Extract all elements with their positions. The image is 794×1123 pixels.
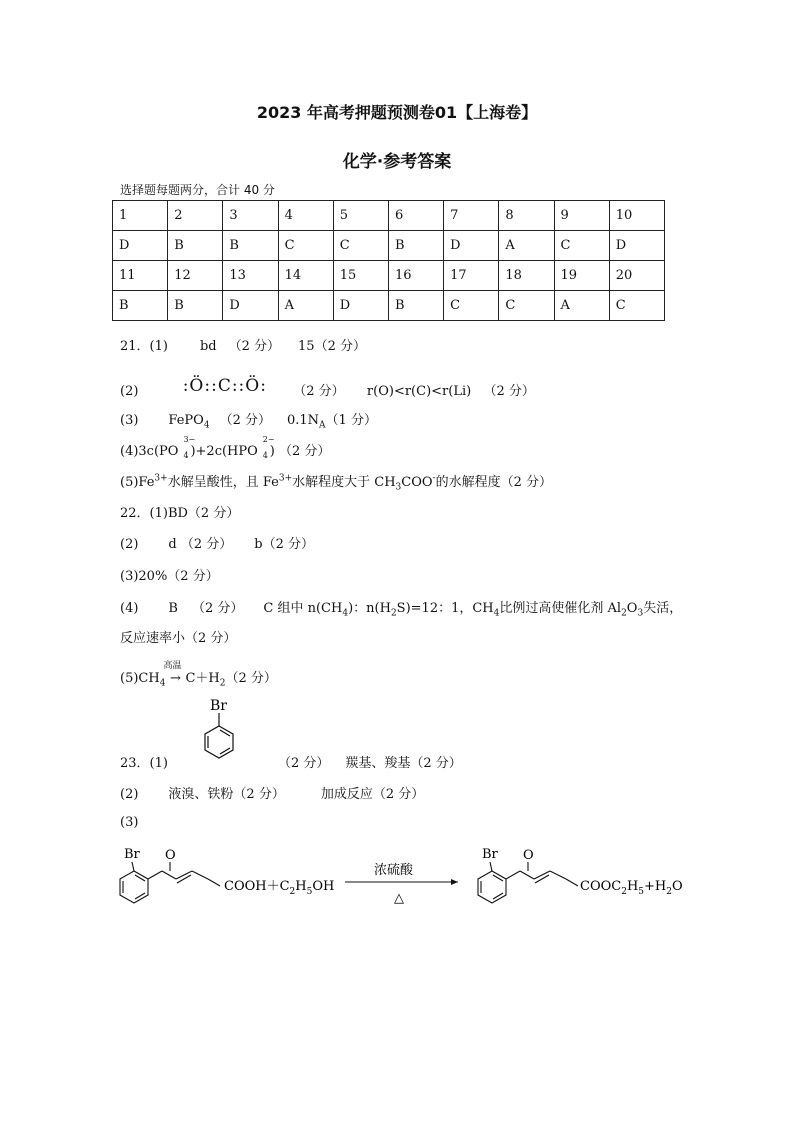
question-number-cell: 2 <box>168 201 223 231</box>
q21-score-3: （2 分） <box>483 384 535 399</box>
q21-part4-c: ) （2 分） <box>269 444 331 459</box>
q21-part2-label: (2) <box>120 384 139 399</box>
q22-part5 <box>120 661 277 689</box>
q21-part4-b: )+2c(HPO <box>190 444 258 459</box>
ch4-sub-1: 4 <box>342 608 349 619</box>
question-number-cell: 5 <box>333 201 388 231</box>
q21-part5-b: 水解呈酸性，且 Fe <box>167 475 279 490</box>
acetate-charge: - <box>432 473 436 484</box>
question-number-row <box>113 201 665 231</box>
answer-cell: A <box>554 291 609 321</box>
h2s-sub: 2 <box>390 608 397 619</box>
q21-part5 <box>120 471 552 493</box>
q21-number: 21．(1) <box>120 339 168 354</box>
q22-part2 <box>120 533 314 552</box>
answer-cell: D <box>444 231 499 261</box>
fe-charge-1: 3+ <box>154 473 168 484</box>
atomic-radius-order: r(O)<r(C)<r(Li) <box>366 384 472 399</box>
answer-cell: B <box>388 291 443 321</box>
q21-answer-2: 15（2 分） <box>298 339 366 354</box>
product-br-label: Br <box>482 847 498 862</box>
catalyst-label: 浓硫酸 <box>374 863 414 878</box>
question-number-cell: 1 <box>113 201 168 231</box>
q22-reason-a: C 组中 n(CH <box>263 601 343 616</box>
question-number-cell: 11 <box>113 261 168 291</box>
q21-score-5: （1 分） <box>325 413 377 428</box>
question-number-cell: 14 <box>278 261 333 291</box>
esterification-equation <box>112 840 712 920</box>
product-formula-text: $COOC_2H_5+H_2O$ <box>580 879 683 897</box>
hpo4-sub: 4 <box>262 451 268 460</box>
q22-part2-label: (2) <box>120 537 139 552</box>
po4-charge-sup: 3− <box>183 435 196 444</box>
q22-answer-2a: d （2 分） <box>168 537 233 552</box>
hpo4-charge-sup: 2− <box>262 435 275 444</box>
q22-part5-c: （2 分） <box>225 671 277 686</box>
q21-score-2: （2 分） <box>293 384 345 399</box>
q22-part4 <box>120 597 682 619</box>
reagents: 液溴、铁粉（2 分） <box>168 787 285 802</box>
answer-cell: C <box>499 291 554 321</box>
q21-part2 <box>120 376 535 400</box>
answer-cell: C <box>609 291 664 321</box>
question-number-row <box>113 261 665 291</box>
q21-part5-c: 水解程度大于 CH <box>292 475 396 490</box>
q23-number: 23．(1) <box>120 756 168 771</box>
q22-reason-b: )：n(H <box>348 601 391 616</box>
reactant-formula-text: $COOH+C_2H_5OH$ <box>224 879 335 897</box>
reactant-br-label: Br <box>124 847 140 862</box>
q23-part3-label: (3) <box>120 815 139 830</box>
q22-part5-b: C＋H <box>185 671 220 686</box>
fepo4-formula: FePO <box>168 413 204 428</box>
q23-part2-label: (2) <box>120 787 139 802</box>
q21-part3-label: (3) <box>120 413 139 428</box>
answer-row <box>113 231 665 261</box>
answer-cell: D <box>333 291 388 321</box>
hpo4-charge <box>258 435 275 460</box>
q22-answer-2b: b（2 分） <box>254 537 315 552</box>
heat-symbol: △ <box>394 891 404 906</box>
answer-cell: A <box>499 231 554 261</box>
question-number-cell: 17 <box>444 261 499 291</box>
question-number-cell: 18 <box>499 261 554 291</box>
reaction-type: 加成反应（2 分） <box>320 787 425 802</box>
q23-part2 <box>120 783 424 802</box>
question-number-cell: 9 <box>554 201 609 231</box>
q21-part5-a: (5)Fe <box>120 475 155 490</box>
h2-sub: 2 <box>219 678 226 689</box>
o3-sub: 3 <box>637 608 644 619</box>
page-title: 2023 年高考押题预测卷01【上海卷】 <box>256 103 538 122</box>
answer-cell: C <box>333 231 388 261</box>
fepo4-subscript: 4 <box>203 420 210 431</box>
q21-score-4: （2 分） <box>219 413 271 428</box>
q22-part3: (3)20%（2 分） <box>120 569 219 584</box>
q22-reason-d: 比例过高使催化剂 Al <box>499 601 622 616</box>
answer-cell: B <box>168 291 223 321</box>
q21-part4-a: (4)3c(PO <box>120 444 179 459</box>
reactant-carbonyl-o: O <box>165 848 176 863</box>
answer-cell: D <box>113 231 168 261</box>
answer-cell: B <box>113 291 168 321</box>
avogadro-value: 0.1N <box>286 413 320 428</box>
q21-part5-d: COO <box>401 475 433 490</box>
q22-part5-a: (5)CH <box>120 671 160 686</box>
question-number-cell: 20 <box>609 261 664 291</box>
bromobenzene-br-label: Br <box>210 698 227 714</box>
reaction-arrow: 高温 → <box>165 671 185 686</box>
q22-reason-e: O <box>626 601 638 616</box>
q22-answer-4: B <box>168 601 178 616</box>
scoring-note: 选择题每题两分，合计 40 分 <box>120 183 275 197</box>
answer-table <box>112 200 665 321</box>
q21-score-1: （2 分） <box>228 339 281 354</box>
answer-cell: C <box>278 231 333 261</box>
answer-cell: B <box>223 231 278 261</box>
q23-part1 <box>120 752 462 771</box>
question-number-cell: 4 <box>278 201 333 231</box>
co2-lewis-structure: :Ö::C::Ö: <box>182 376 267 396</box>
po4-charge <box>178 435 196 460</box>
product-structure <box>478 847 578 903</box>
high-temp-condition: 高温 <box>163 661 182 671</box>
question-number-cell: 19 <box>554 261 609 291</box>
ch4-sub-3: 4 <box>159 678 166 689</box>
avogadro-subscript: A <box>319 420 326 431</box>
q22-reason-f: 失活， <box>643 601 683 616</box>
q22-part4-cont: 反应速率小（2 分） <box>120 631 237 646</box>
question-number-cell: 6 <box>388 201 443 231</box>
question-number-cell: 15 <box>333 261 388 291</box>
q21-part3 <box>120 409 377 431</box>
question-number-cell: 13 <box>223 261 278 291</box>
answer-cell: B <box>168 231 223 261</box>
q21-answer-1: bd <box>199 339 217 354</box>
q22-part4-label: (4) <box>120 601 139 616</box>
question-number-cell: 16 <box>388 261 443 291</box>
q22-part1: 22．(1)BD（2 分） <box>120 506 240 521</box>
reactant-structure <box>120 847 220 903</box>
fe-charge-2: 3+ <box>278 473 293 484</box>
al2-sub: 2 <box>621 608 627 619</box>
q23-score-1: （2 分） <box>277 756 330 771</box>
answer-cell: A <box>278 291 333 321</box>
question-number-cell: 7 <box>444 201 499 231</box>
po4-sub: 4 <box>183 451 189 460</box>
answer-cell: D <box>223 291 278 321</box>
question-number-cell: 12 <box>168 261 223 291</box>
answer-cell: B <box>388 231 443 261</box>
answer-cell: C <box>554 231 609 261</box>
q21-part5-e: 的水解程度（2 分） <box>435 475 552 490</box>
question-number-cell: 10 <box>609 201 664 231</box>
question-number-cell: 3 <box>223 201 278 231</box>
functional-groups: 羰基、羧基（2 分） <box>345 756 462 771</box>
ch3-subscript: 3 <box>395 482 402 493</box>
ch4-sub-2: 4 <box>493 608 500 619</box>
page-subtitle: 化学·参考答案 <box>342 152 452 172</box>
q22-score-4: （2 分） <box>191 601 244 616</box>
product-carbonyl-o: O <box>523 848 534 863</box>
q21-part1 <box>120 335 366 354</box>
question-number-cell: 8 <box>499 201 554 231</box>
answer-cell: D <box>609 231 664 261</box>
answer-row <box>113 291 665 321</box>
answer-cell: C <box>444 291 499 321</box>
q21-part4 <box>120 435 331 460</box>
q22-reason-c: S)=12：1，CH <box>396 601 494 616</box>
